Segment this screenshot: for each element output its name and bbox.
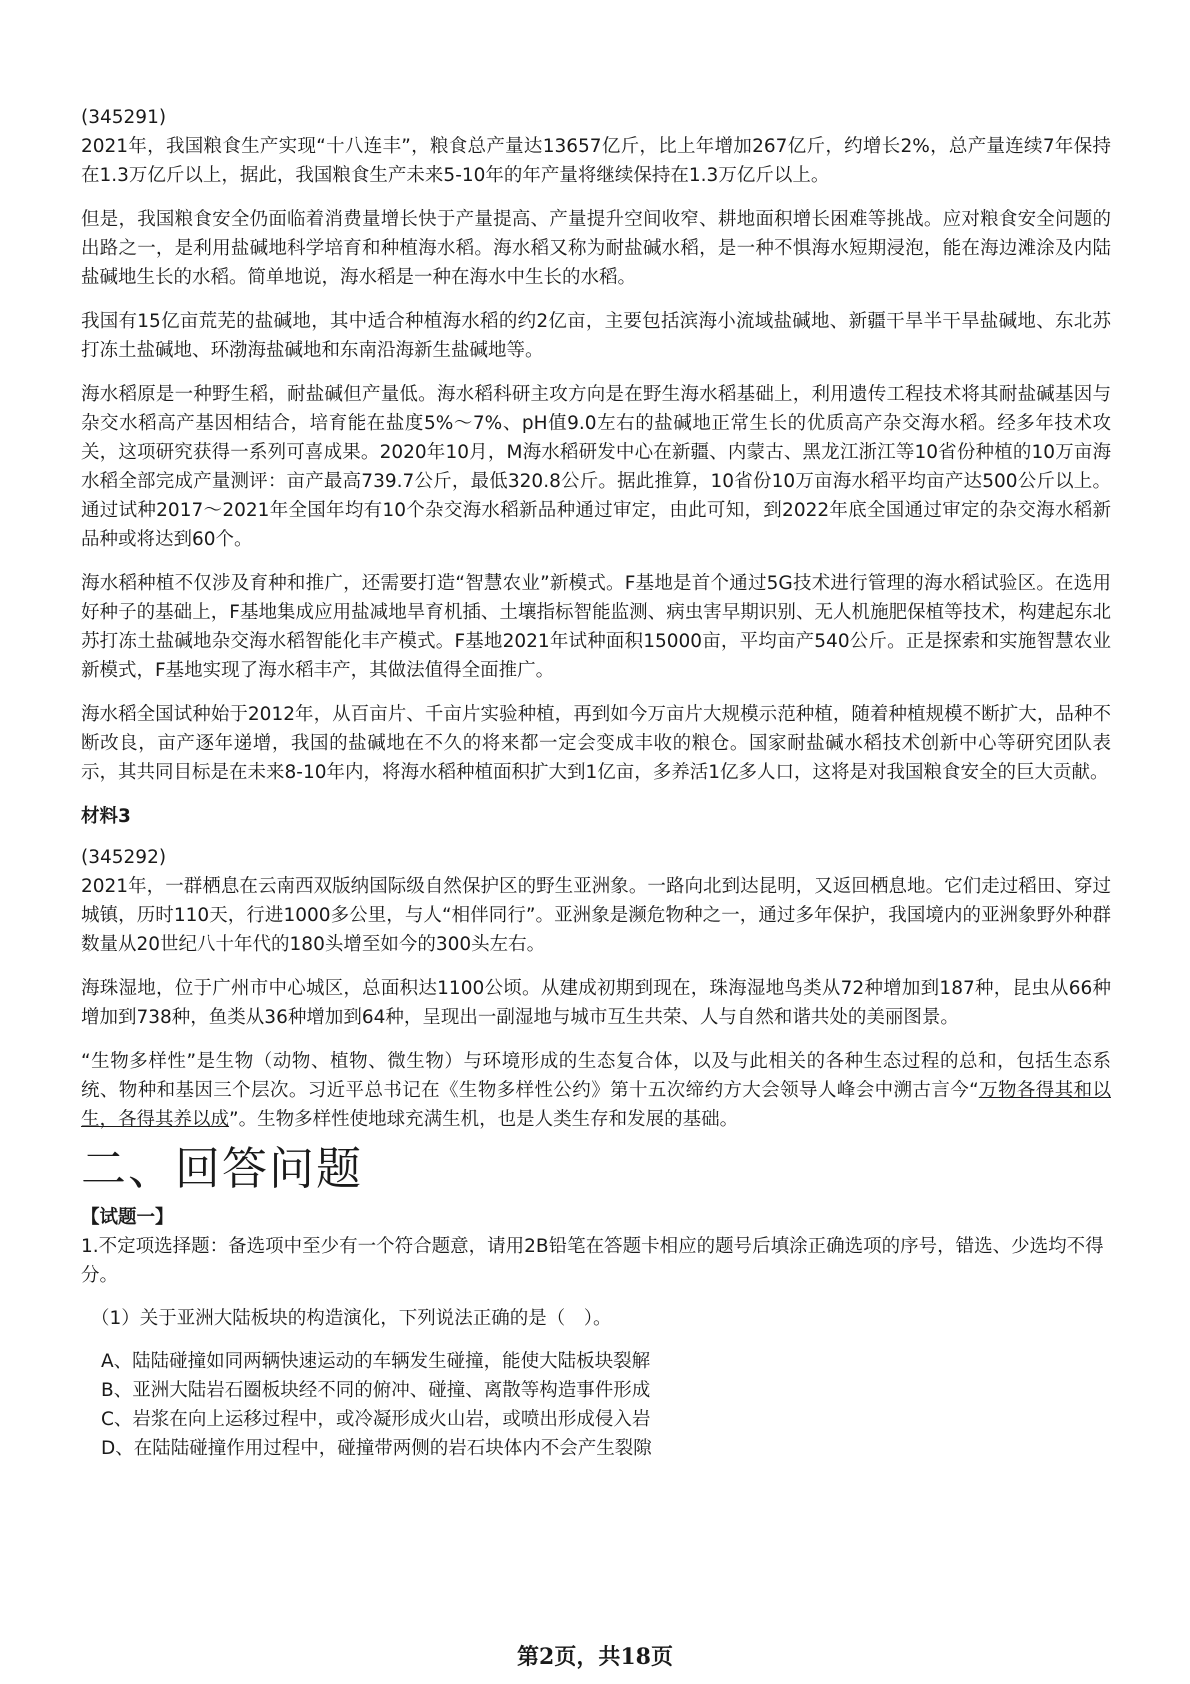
question-stem: （1）关于亚洲大陆板块的构造演化，下列说法正确的是（ ）。 bbox=[91, 1308, 612, 1329]
option-b: B、亚洲大陆岩石圈板块经不同的俯冲、碰撞、离散等构造事件形成 bbox=[101, 1380, 651, 1401]
material3-heading: 材料3 bbox=[81, 806, 131, 827]
option-d: D、在陆陆碰撞作用过程中，碰撞带两侧的岩石块体内不会产生裂隙 bbox=[101, 1438, 652, 1459]
material2-paragraph-1: 2021年，我国粮食生产实现“十八连丰”，粮食总产量达13657亿斤，比上年增加267亿斤，约增长2%，总产量连续7年保持在1.3万亿斤以上，据此，我国粮食生产未来5-10年的年产量将继续保持在1.3万亿斤以上。 bbox=[81, 136, 1111, 186]
material3-paragraph-1: 2021年，一群栖息在云南西双版纳国际级自然保护区的野生亚洲象。一路向北到达昆明，又返回栖息地。它们走过稻田、穿过城镇，历时110天，行进1000多公里，与人“相伴同行”。亚洲象是濒危物种之一，通过多年保护，我国境内的亚洲象野外种群数量从20世纪八十年代的180头增至如今的300头左右。 bbox=[81, 876, 1111, 955]
material2-paragraph-3: 我国有15亿亩荒芜的盐碱地，其中适合种植海水稻的约2亿亩，主要包括滨海小流域盐碱地、新疆干旱半干旱盐碱地、东北苏打冻土盐碱地、环渤海盐碱地和东南沿海新生盐碱地等。 bbox=[81, 311, 1111, 361]
option-a: A、陆陆碰撞如同两辆快速运动的车辆发生碰撞，能使大陆板块裂解 bbox=[101, 1351, 651, 1372]
material2-paragraph-6: 海水稻全国试种始于2012年，从百亩片、千亩片实验种植，再到如今万亩片大规模示范种植，随着种植规模不断扩大，品种不断改良，亩产逐年递增，我国的盐碱地在不久的将来都一定会变成丰收的粮仓。国家耐盐碱水稻技术创新中心等研究团队表示，其共同目标是在未来8-10年内，将海水稻种植面积扩大到1亿亩，多养活1亿多人口，这将是对我国粮食安全的巨大贡献。 bbox=[81, 704, 1111, 783]
material2-paragraph-4: 海水稻原是一种野生稻，耐盐碱但产量低。海水稻科研主攻方向是在野生海水稻基础上，利用遗传工程技术将其耐盐碱基因与杂交水稻高产基因相结合，培育能在盐度5%～7%、pH值9.0左右的盐碱地正常生长的优质高产杂交海水稻。经多年技术攻关，这项研究获得一系列可喜成果。2020年10月，M海水稻研发中心在新疆、内蒙古、黑龙江浙江等10省份种植的10万亩海水稻全部完成产量测评：亩产最高739.7公斤，最低320.8公斤。据此推算，10省份10万亩海水稻平均亩产达500公斤以上。通过试种2017～2021年全国年均有10个杂交海水稻新品种通过审定，由此可知，到2022年底全国通过审定的杂交海水稻新品种或将达到60个。 bbox=[81, 384, 1111, 550]
page-footer: 第2页，共18页 bbox=[517, 1644, 673, 1670]
material2-id: (345291) bbox=[81, 107, 167, 128]
option-c: C、岩浆在向上运移过程中，或冷凝形成火山岩，或喷出形成侵入岩 bbox=[101, 1409, 651, 1430]
question-instruction: 1.不定项选择题：备选项中至少有一个符合题意，请用2B铅笔在答题卡相应的题号后填涂正确选项的序号，错选、少选均不得分。 bbox=[81, 1236, 1104, 1286]
underlined-quote: 万物各得其和以生，各得其养以成 bbox=[81, 1080, 1111, 1130]
material3-paragraph-3 bbox=[81, 1047, 1111, 1134]
quote-lead-text: “生物多样性”是生物（动物、植物、微生物）与环境形成的生态复合体，以及与此相关的各种生态过程的总和，包括生态系统、物种和基因三个层次。习近平总书记在《生物多样性公约》第十五次缔约方大会领导人峰会中溯古言今“ bbox=[81, 1051, 1111, 1101]
material2-paragraph-5: 海水稻种植不仅涉及育种和推广，还需要打造“智慧农业”新模式。F基地是首个通过5G技术进行管理的海水稻试验区。在选用好种子的基础上，F基地集成应用盐减地旱育机插、土壤指标智能监测、病虫害早期识别、无人机施肥保植等技术，构建起东北苏打冻土盐碱地杂交海水稻智能化丰产模式。F基地2021年试种面积15000亩，平均亩产540公斤。正是探索和实施智慧农业新模式，F基地实现了海水稻丰产，其做法值得全面推广。 bbox=[81, 573, 1111, 681]
material2-paragraph-2: 但是，我国粮食安全仍面临着消费量增长快于产量提高、产量提升空间收窄、耕地面积增长困难等挑战。应对粮食安全问题的出路之一，是利用盐碱地科学培育和种植海水稻。海水稻又称为耐盐碱水稻，是一种不惧海水短期浸泡，能在海边滩涂及内陆盐碱地生长的水稻。简单地说，海水稻是一种在海水中生长的水稻。 bbox=[81, 209, 1111, 288]
section-title: 二、回答问题 bbox=[81, 1142, 364, 1195]
quote-trail-text: ”。生物多样性使地球充满生机，也是人类生存和发展的基础。 bbox=[229, 1109, 739, 1130]
material3-id: (345292) bbox=[81, 847, 167, 868]
material3-paragraph-2: 海珠湿地，位于广州市中心城区，总面积达1100公顷。从建成初期到现在，珠海湿地鸟类从72种增加到187种，昆虫从66种增加到738种，鱼类从36种增加到64种，呈现出一副湿地与城市互生共荣、人与自然和谐共处的美丽图景。 bbox=[81, 978, 1111, 1028]
page-content bbox=[81, 103, 1111, 1463]
question-heading: 【试题一】 bbox=[81, 1207, 174, 1228]
